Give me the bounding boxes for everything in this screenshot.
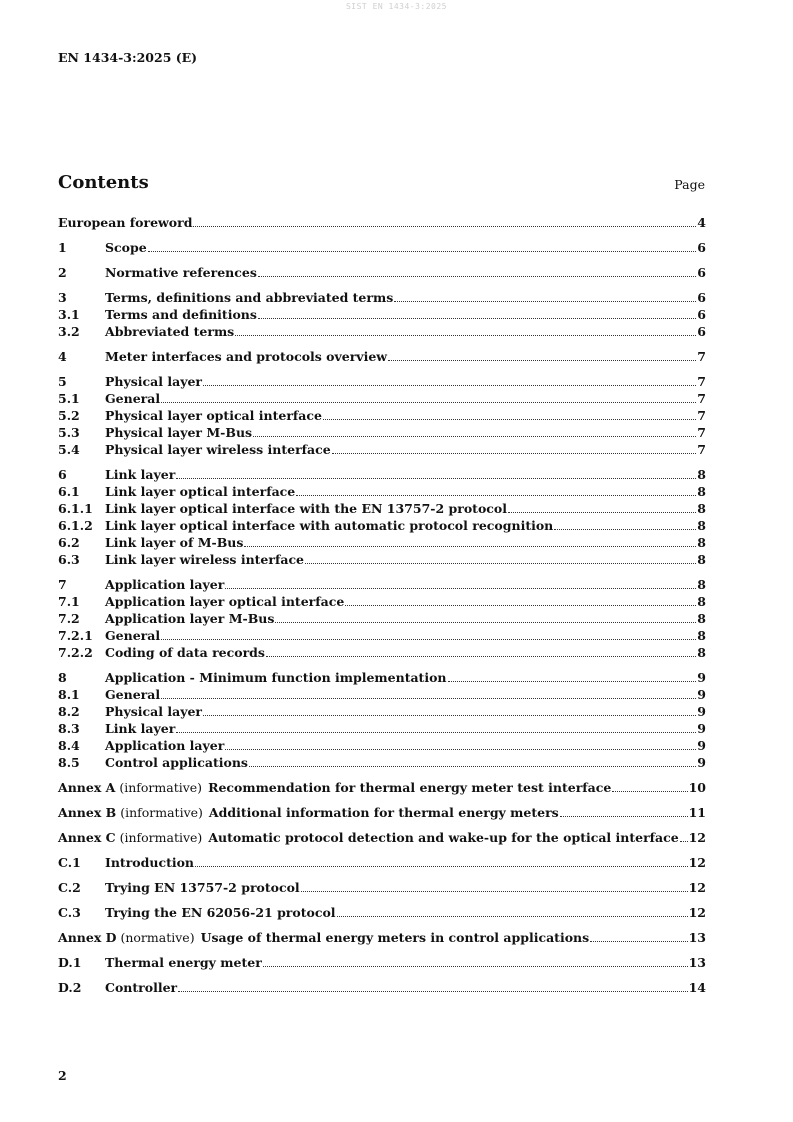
toc-entry-page: 7 <box>697 425 706 440</box>
toc-entry-number: 8.5 <box>58 755 80 770</box>
document-id: EN 1434-3:2025 (E) <box>58 50 198 65</box>
toc-entry[interactable] <box>58 880 706 897</box>
toc-entry-page: 4 <box>697 215 706 230</box>
toc-annex-entry[interactable] <box>58 830 706 847</box>
toc-entry-title: Physical layer <box>105 704 202 719</box>
toc-entry-number: 6.3 <box>58 552 80 567</box>
toc-entry[interactable] <box>58 738 706 755</box>
toc-entry[interactable] <box>58 442 706 459</box>
toc-leader-dots <box>263 966 688 967</box>
toc-leader-dots <box>266 656 696 657</box>
toc-entry-title: Link layer <box>105 467 176 482</box>
toc-entry-title: Trying the EN 62056-21 protocol <box>105 905 336 920</box>
toc-entry-page: 7 <box>697 391 706 406</box>
toc-leader-dots <box>253 436 696 437</box>
toc-leader-dots <box>448 681 697 682</box>
toc-entry-title: General <box>105 628 161 643</box>
toc-leader-dots <box>337 916 688 917</box>
toc-entry-number: 6.1.2 <box>58 518 93 533</box>
toc-entry-number: 8.1 <box>58 687 80 702</box>
toc-entry-page: 12 <box>688 905 706 920</box>
toc-entry[interactable] <box>58 324 706 341</box>
toc-entry-page: 7 <box>697 374 706 389</box>
toc-entry-page: 9 <box>697 738 706 753</box>
toc-entry[interactable] <box>58 215 706 232</box>
toc-leader-dots <box>296 495 696 496</box>
toc-entry[interactable] <box>58 645 706 662</box>
toc-leader-dots <box>345 605 696 606</box>
toc-entry[interactable] <box>58 518 706 535</box>
toc-entry-title: Link layer <box>105 721 176 736</box>
toc-entry[interactable] <box>58 349 706 366</box>
toc-entry-number: 6.1 <box>58 484 80 499</box>
toc-entry[interactable] <box>58 535 706 552</box>
toc-entry-page: 13 <box>688 930 706 945</box>
toc-leader-dots <box>195 866 688 867</box>
toc-entry-title: Application layer optical interface <box>105 594 345 609</box>
toc-entry-number: D.2 <box>58 980 82 995</box>
toc-entry[interactable] <box>58 240 706 257</box>
toc-entry[interactable] <box>58 577 706 594</box>
toc-entry[interactable] <box>58 501 706 518</box>
toc-entry[interactable] <box>58 484 706 501</box>
toc-entry-title: Link layer optical interface with the EN 13757-2 protocol <box>105 501 507 516</box>
toc-leader-dots <box>301 891 688 892</box>
toc-entry[interactable] <box>58 670 706 687</box>
toc-leader-dots <box>161 698 696 699</box>
toc-entry-number: C.3 <box>58 905 81 920</box>
toc-entry-title: Control applications <box>105 755 248 770</box>
annex-label: Annex B <box>58 805 117 820</box>
toc-entry-page: 14 <box>688 980 706 995</box>
toc-leader-dots <box>176 478 696 479</box>
toc-entry-title: Normative references <box>105 265 257 280</box>
toc-leader-dots <box>235 335 696 336</box>
toc-entry-number: 7.2.2 <box>58 645 93 660</box>
toc-entry-page: 9 <box>697 721 706 736</box>
toc-entry[interactable] <box>58 687 706 704</box>
toc-entry-number: 5.1 <box>58 391 80 406</box>
toc-entry-number: 5.2 <box>58 408 80 423</box>
toc-entry-page: 9 <box>697 755 706 770</box>
toc-entry-title: Thermal energy meter <box>105 955 262 970</box>
toc-leader-dots <box>161 639 696 640</box>
annex-kind: (informative) <box>120 805 203 820</box>
footer-page-number: 2 <box>58 1068 67 1083</box>
toc-leader-dots <box>388 360 696 361</box>
toc-entry-title: Link layer optical interface <box>105 484 296 499</box>
toc-leader-dots <box>554 529 696 530</box>
toc-entry-title: Scope <box>105 240 147 255</box>
toc-leader-dots <box>258 276 696 277</box>
toc-entry-page: 8 <box>697 518 706 533</box>
toc-entry[interactable] <box>58 855 706 872</box>
toc-entry-title: Controller <box>105 980 178 995</box>
toc-entry-title: Application layer <box>105 577 225 592</box>
toc-entry-title: European foreword <box>58 215 193 230</box>
contents-title: Contents <box>58 172 149 193</box>
toc-entry-page: 8 <box>697 628 706 643</box>
toc-entry[interactable] <box>58 552 706 569</box>
toc-entry-title: Physical layer optical interface <box>105 408 322 423</box>
toc-entry-number: 7.2.1 <box>58 628 93 643</box>
toc-entry-page: 9 <box>697 670 706 685</box>
toc-entry-page: 8 <box>697 501 706 516</box>
toc-leader-dots <box>225 749 696 750</box>
toc-entry-number: 6.1.1 <box>58 501 93 516</box>
toc-entry-page: 13 <box>688 955 706 970</box>
toc-entry-page: 8 <box>697 552 706 567</box>
toc-entry-page: 7 <box>697 408 706 423</box>
toc-leader-dots <box>193 226 696 227</box>
toc-entry-page: 12 <box>688 880 706 895</box>
toc-entry-title: Introduction <box>105 855 195 870</box>
toc-entry-title: Usage of thermal energy meters in control applications <box>200 930 590 945</box>
toc-entry-title: Link layer wireless interface <box>105 552 305 567</box>
toc-entry-number: 8.2 <box>58 704 80 719</box>
toc-entry[interactable] <box>58 721 706 738</box>
toc-leader-dots <box>332 453 697 454</box>
page-column-label: Page <box>674 177 705 192</box>
toc-entry-number: 5 <box>58 374 67 389</box>
toc-entry-number: 3 <box>58 290 67 305</box>
toc-entry-page: 8 <box>697 594 706 609</box>
toc-leader-dots <box>161 402 696 403</box>
toc-entry-title: Meter interfaces and protocols overview <box>105 349 388 364</box>
toc-entry-number: 3.2 <box>58 324 80 339</box>
table-of-contents <box>58 215 706 997</box>
toc-entry-title: Application layer <box>105 738 225 753</box>
toc-entry-number: 7 <box>58 577 67 592</box>
toc-entry-number: 6.2 <box>58 535 80 550</box>
toc-leader-dots <box>323 419 696 420</box>
toc-entry-page: 8 <box>697 484 706 499</box>
toc-leader-dots <box>508 512 696 513</box>
toc-entry-page: 7 <box>697 442 706 457</box>
toc-entry-page: 9 <box>697 687 706 702</box>
contents-heading <box>58 172 705 196</box>
toc-entry-number: D.1 <box>58 955 82 970</box>
toc-entry-title: Terms and definitions <box>105 307 257 322</box>
toc-entry-page: 6 <box>697 265 706 280</box>
toc-entry-title: Physical layer <box>105 374 202 389</box>
toc-leader-dots <box>176 732 696 733</box>
toc-entry-number: 8.4 <box>58 738 80 753</box>
toc-entry-number: 5.3 <box>58 425 80 440</box>
toc-entry-number: 6 <box>58 467 67 482</box>
toc-entry[interactable] <box>58 955 706 972</box>
toc-entry-page: 8 <box>697 577 706 592</box>
toc-entry-title: Trying EN 13757-2 protocol <box>105 880 300 895</box>
toc-leader-dots <box>249 766 696 767</box>
toc-entry[interactable] <box>58 755 706 772</box>
toc-entry-page: 6 <box>697 324 706 339</box>
toc-leader-dots <box>225 588 696 589</box>
toc-entry-page: 8 <box>697 611 706 626</box>
toc-entry-title: Automatic protocol detection and wake-up for the optical interface <box>208 830 679 845</box>
toc-leader-dots <box>560 816 688 817</box>
toc-entry-title: Physical layer M-Bus <box>105 425 253 440</box>
toc-leader-dots <box>258 318 696 319</box>
toc-entry-number: C.2 <box>58 880 81 895</box>
toc-entry-number: 7.2 <box>58 611 80 626</box>
toc-entry-page: 12 <box>688 855 706 870</box>
toc-entry[interactable] <box>58 905 706 922</box>
toc-entry[interactable] <box>58 290 706 307</box>
toc-entry-page: 11 <box>688 805 706 820</box>
toc-entry[interactable] <box>58 307 706 324</box>
toc-leader-dots <box>178 991 687 992</box>
toc-annex-entry[interactable] <box>58 780 706 797</box>
toc-entry-title: General <box>105 391 161 406</box>
toc-entry-title: Coding of data records <box>105 645 265 660</box>
annex-kind: (informative) <box>119 830 203 845</box>
watermark: SIST EN 1434-3:2025 <box>345 2 447 11</box>
toc-entry-title: Physical layer wireless interface <box>105 442 331 457</box>
toc-leader-dots <box>305 563 696 564</box>
toc-entry-title: Application - Minimum function implementation <box>105 670 447 685</box>
toc-entry-page: 7 <box>697 349 706 364</box>
toc-entry-title: General <box>105 687 161 702</box>
annex-label: Annex D <box>58 930 117 945</box>
toc-entry[interactable] <box>58 467 706 484</box>
toc-leader-dots <box>612 791 687 792</box>
toc-annex-entry[interactable] <box>58 930 706 947</box>
toc-entry-page: 6 <box>697 240 706 255</box>
toc-entry-page: 8 <box>697 535 706 550</box>
annex-kind: (informative) <box>119 780 203 795</box>
toc-entry[interactable] <box>58 980 706 997</box>
toc-entry[interactable] <box>58 594 706 611</box>
toc-entry-page: 9 <box>697 704 706 719</box>
toc-entry-page: 10 <box>688 780 706 795</box>
toc-leader-dots <box>680 841 688 842</box>
toc-entry[interactable] <box>58 408 706 425</box>
toc-entry[interactable] <box>58 374 706 391</box>
toc-entry[interactable] <box>58 391 706 408</box>
toc-entry-number: 5.4 <box>58 442 80 457</box>
toc-entry-number: 1 <box>58 240 67 255</box>
annex-label: Annex C <box>58 830 116 845</box>
toc-leader-dots <box>148 251 697 252</box>
toc-entry-number: 8.3 <box>58 721 80 736</box>
toc-entry-number: 8 <box>58 670 67 685</box>
annex-kind: (normative) <box>120 930 195 945</box>
toc-entry-page: 6 <box>697 307 706 322</box>
toc-entry-page: 8 <box>697 645 706 660</box>
toc-entry[interactable] <box>58 628 706 645</box>
toc-entry-title: Application layer M-Bus <box>105 611 275 626</box>
toc-entry-title: Terms, definitions and abbreviated terms <box>105 290 394 305</box>
toc-leader-dots <box>203 715 696 716</box>
toc-entry[interactable] <box>58 425 706 442</box>
toc-leader-dots <box>394 301 696 302</box>
toc-entry-page: 12 <box>688 830 706 845</box>
toc-entry-page: 8 <box>697 467 706 482</box>
toc-entry-title: Link layer of M-Bus <box>105 535 244 550</box>
toc-entry-number: 2 <box>58 265 67 280</box>
toc-entry-number: 3.1 <box>58 307 80 322</box>
toc-entry-title: Recommendation for thermal energy meter test interface <box>208 780 612 795</box>
toc-entry[interactable] <box>58 704 706 721</box>
toc-entry-number: C.1 <box>58 855 81 870</box>
toc-entry-title: Link layer optical interface with automatic protocol recognition <box>105 518 554 533</box>
toc-entry-page: 6 <box>697 290 706 305</box>
annex-label: Annex A <box>58 780 116 795</box>
toc-entry-title: Abbreviated terms <box>105 324 235 339</box>
toc-leader-dots <box>244 546 696 547</box>
toc-entry-title: Additional information for thermal energy meters <box>208 805 559 820</box>
toc-entry[interactable] <box>58 611 706 628</box>
toc-leader-dots <box>203 385 696 386</box>
toc-entry[interactable] <box>58 265 706 282</box>
toc-entry-number: 4 <box>58 349 67 364</box>
toc-leader-dots <box>275 622 696 623</box>
toc-entry-number: 7.1 <box>58 594 80 609</box>
toc-leader-dots <box>590 941 687 942</box>
toc-annex-entry[interactable] <box>58 805 706 822</box>
